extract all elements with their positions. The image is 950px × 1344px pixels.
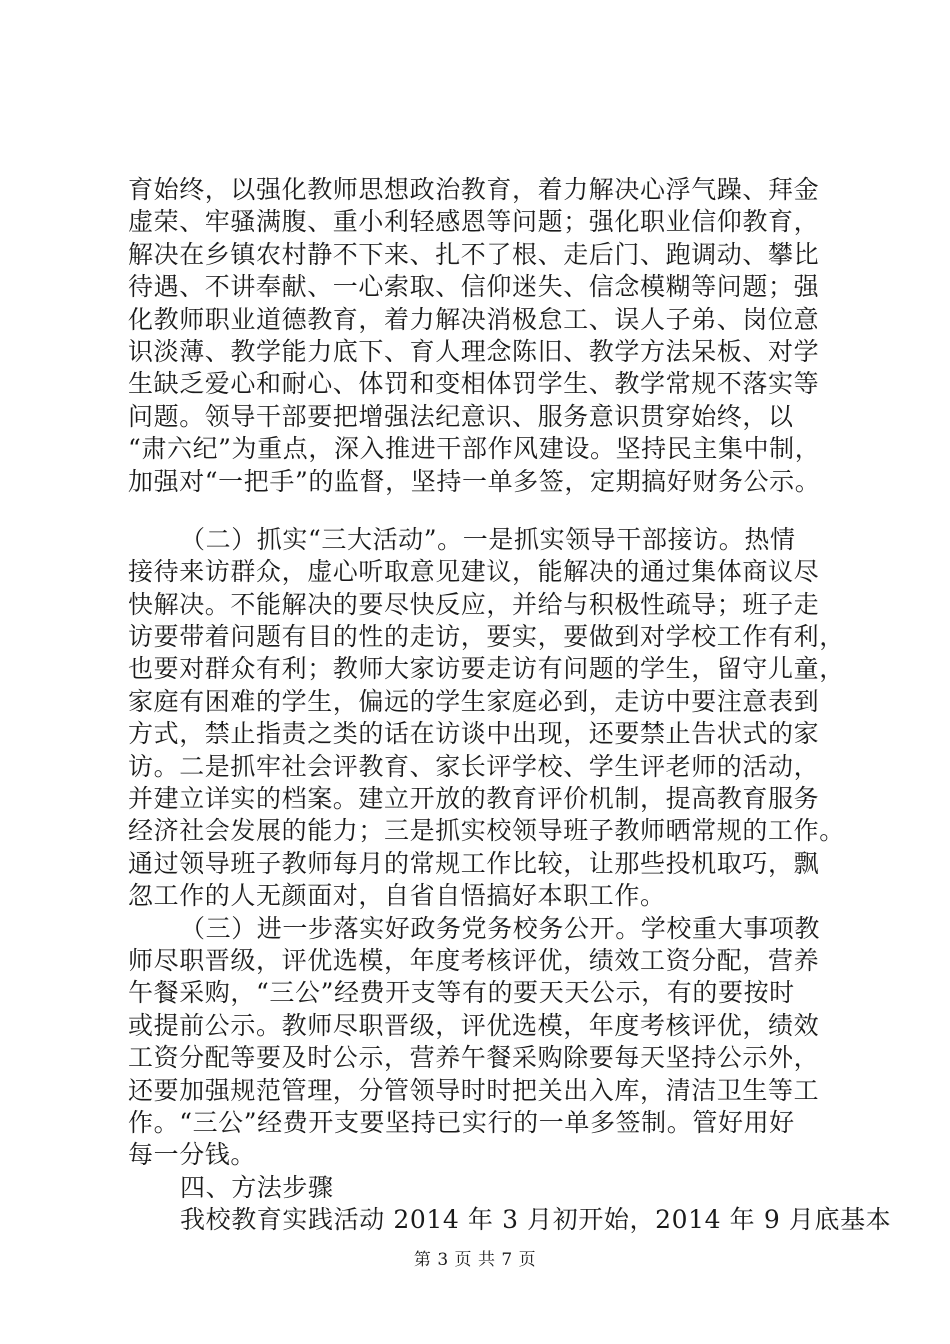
- text-line: 虚荣、牢骚满腹、重小利轻感恩等问题；强化职业信仰教育，: [128, 207, 820, 237]
- text-line: 师尽职晋级，评优选模，年度考核评优，绩效工资分配，营养: [128, 945, 820, 975]
- section-heading: 四、方法步骤: [180, 1172, 334, 1202]
- text-line: 育始终，以强化教师思想政治教育，着力解决心浮气躁、拜金: [128, 175, 820, 204]
- text-line: 经济社会发展的能力；三是抓实校领导班子教师晒常规的工作。: [128, 816, 845, 846]
- text-line: 或提前公示。教师尽职晋级，评优选模，年度考核评优，绩效: [128, 1010, 820, 1040]
- text-line: 快解决。不能解决的要尽快反应，并给与积极性疏导；班子走: [128, 589, 820, 619]
- paragraph-4: [128, 1204, 892, 1236]
- text-line: 我校教育实践活动 2014 年 3 月初开始，2014 年 9 月底基本: [180, 1205, 892, 1235]
- text-line: （二）抓实“三大活动”。一是抓实领导干部接访。热情: [180, 524, 796, 554]
- paragraph-spacer: [128, 498, 844, 524]
- text-line: （三）进一步落实好政务党务校务公开。学校重大事项教: [180, 913, 821, 943]
- text-line: 忽工作的人无颜面对，自省自悟搞好本职工作。: [128, 881, 666, 911]
- text-line: 解决在乡镇农村静不下来、扎不了根、走后门、跑调动、攀比: [128, 239, 820, 269]
- paragraph-2: [128, 524, 844, 913]
- text-line: 家庭有困难的学生，偏远的学生家庭必到，走访中要注意表到: [128, 686, 820, 716]
- text-line: 加强对“一把手”的监督，坚持一单多签，定期搞好财务公示。: [128, 466, 821, 496]
- text-line: 作。“三公”经费开支要坚持已实行的一单多签制。管好用好: [128, 1107, 795, 1137]
- paragraph-3: [128, 913, 844, 1172]
- text-line: 每一分钱。: [128, 1140, 257, 1170]
- document-body: [128, 174, 892, 1237]
- text-line: 午餐采购，“三公”经费开支等有的要天天公示，有的要按时: [128, 978, 795, 1008]
- text-line: 识淡薄、教学能力底下、育人理念陈旧、教学方法呆板、对学: [128, 336, 820, 366]
- text-line: 通过领导班子教师每月的常规工作比较，让那些投机取巧，飘: [128, 848, 820, 878]
- paragraph-1: [128, 174, 844, 498]
- text-line: 访。二是抓牢社会评教育、家长评学校、学生评老师的活动，: [128, 751, 820, 781]
- text-line: 并建立详实的档案。建立开放的教育评价机制，提高教育服务: [128, 784, 820, 814]
- text-line: 待遇、不讲奉献、一心索取、信仰迷失、信念模糊等问题；强: [128, 272, 820, 302]
- text-line: 问题。领导干部要把增强法纪意识、服务意识贯穿始终，以: [128, 401, 794, 431]
- text-line: 也要对群众有利；教师大家访要走访有问题的学生，留守儿童，: [128, 654, 845, 684]
- text-line: “肃六纪”为重点，深入推进干部作风建设。坚持民主集中制，: [128, 434, 821, 464]
- text-line: 生缺乏爱心和耐心、体罚和变相体罚学生、教学常规不落实等: [128, 369, 820, 399]
- text-line: 访要带着问题有目的性的走访，要实，要做到对学校工作有利，: [128, 622, 845, 652]
- text-line: 工资分配等要及时公示，营养午餐采购除要每天坚持公示外，: [128, 1043, 820, 1073]
- text-line: 方式，禁止指责之类的话在访谈中出现，还要禁止告状式的家: [128, 719, 820, 749]
- text-line: 还要加强规范管理，分管领导时时把关出入库，清洁卫生等工: [128, 1075, 820, 1105]
- text-line: 接待来访群众，虚心听取意见建议，能解决的通过集体商议尽: [128, 557, 820, 587]
- text-line: 化教师职业道德教育，着力解决消极怠工、误人子弟、岗位意: [128, 304, 820, 334]
- page-number-footer: 第 3 页 共 7 页: [413, 1250, 537, 1270]
